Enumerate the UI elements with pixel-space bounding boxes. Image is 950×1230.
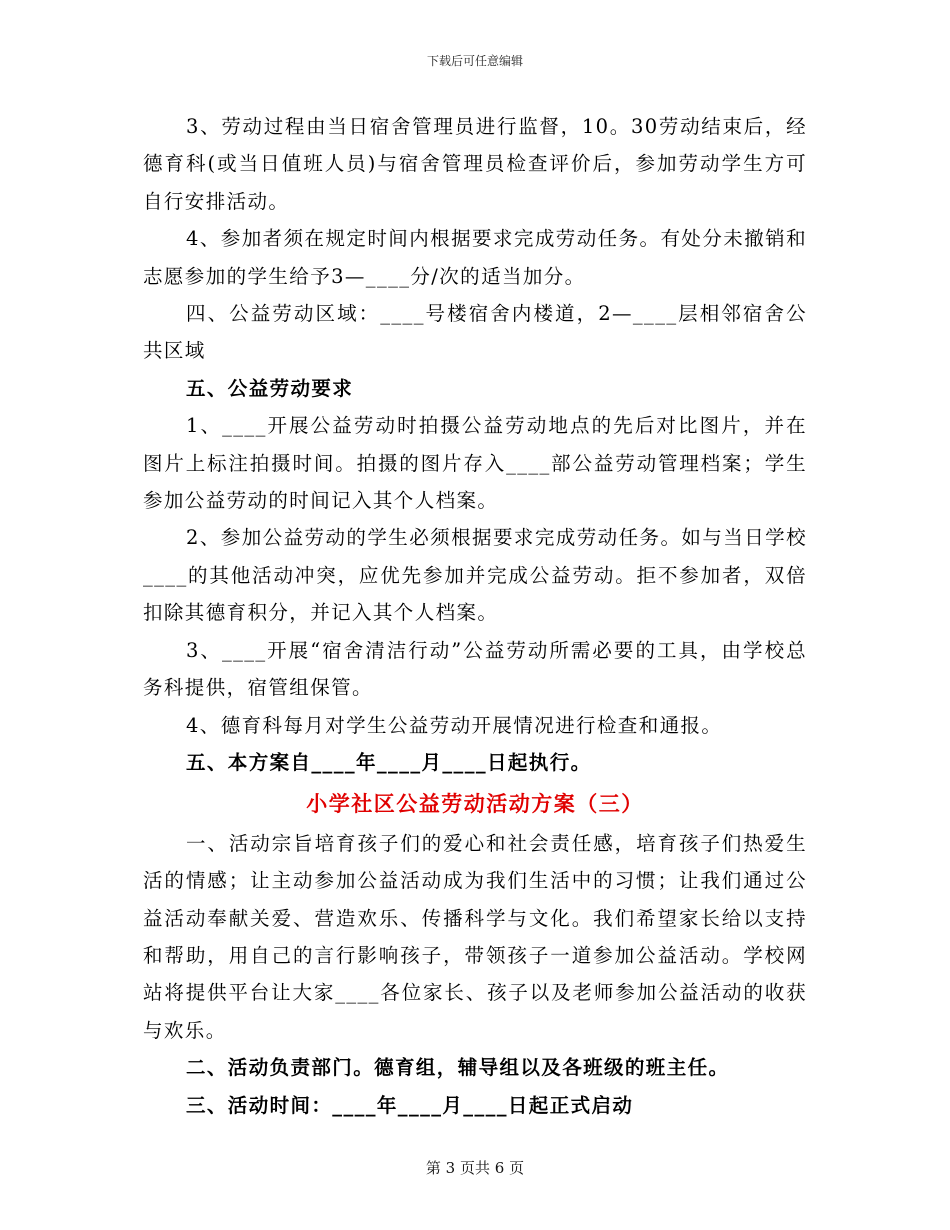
paragraph-tools: 3、____开展“宿舍清洁行动”公益劳动所需必要的工具，由学校总务科提供，宿管组保管。 [143,638,807,700]
document-body [143,108,807,1124]
paragraph-activity-purpose: 一、活动宗旨培育孩子们的爱心和社会责任感，培育孩子们热爱生活的情感；让主动参加公益活动成为我们生活中的习惯；让我们通过公益活动奉献关爱、营造欢乐、传播科学与文化。我们希望家长给以支持和帮助，用自己的言行影响孩子，带领孩子一道参加公益活动。学校网站将提供平台让大家____各位家长、孩子以及老师参加公益活动的收获与欢乐。 [143,831,807,1042]
paragraph-task-completion: 2、参加公益劳动的学生必须根据要求完成劳动任务。如与当日学校____的其他活动冲突，应优先参加并完成公益劳动。拒不参加者，双倍扣除其德育积分，并记入其个人档案。 [143,526,807,625]
paragraph-effective-date: 五、本方案自____年____月____日起执行。 [186,750,592,774]
paragraph-labor-area: 四、公益劳动区域：____号楼宿舍内楼道，2—____层相邻宿舍公共区域 [143,302,807,363]
heading-labor-requirements: 五、公益劳动要求 [186,376,354,400]
paragraph-participation-bonus: 4、参加者须在规定时间内根据要求完成劳动任务。有处分未撤销和志愿参加的学生给予3—____分/次的适当加分。 [143,227,807,288]
paragraph-responsible-dept: 二、活动负责部门。德育组，辅导组以及各班级的班主任。 [186,1056,730,1080]
page-footer: 第 3 页共 6 页 [425,1159,525,1177]
paragraph-photo-record: 1、____开展公益劳动时拍摄公益劳动地点的先后对比图片，并在图片上标注拍摄时间。拍摄的图片存入____部公益劳动管理档案；学生参加公益劳动的时间记入其个人档案。 [143,414,807,513]
paragraph-monthly-check: 4、德育科每月对学生公益劳动开展情况进行检查和通报。 [186,713,723,737]
page-header: 下载后可任意编辑 [426,54,523,68]
section-title: 小学社区公益劳动活动方案（三） [306,791,644,817]
paragraph-activity-time: 三、活动时间：____年____月____日起正式启动 [186,1093,634,1117]
paragraph-labor-supervision: 3、劳动过程由当日宿舍管理员进行监督，10。30劳动结束后，经德育科(或当日值班人员)与宿舍管理员检查评价后，参加劳动学生方可自行安排活动。 [143,115,807,213]
